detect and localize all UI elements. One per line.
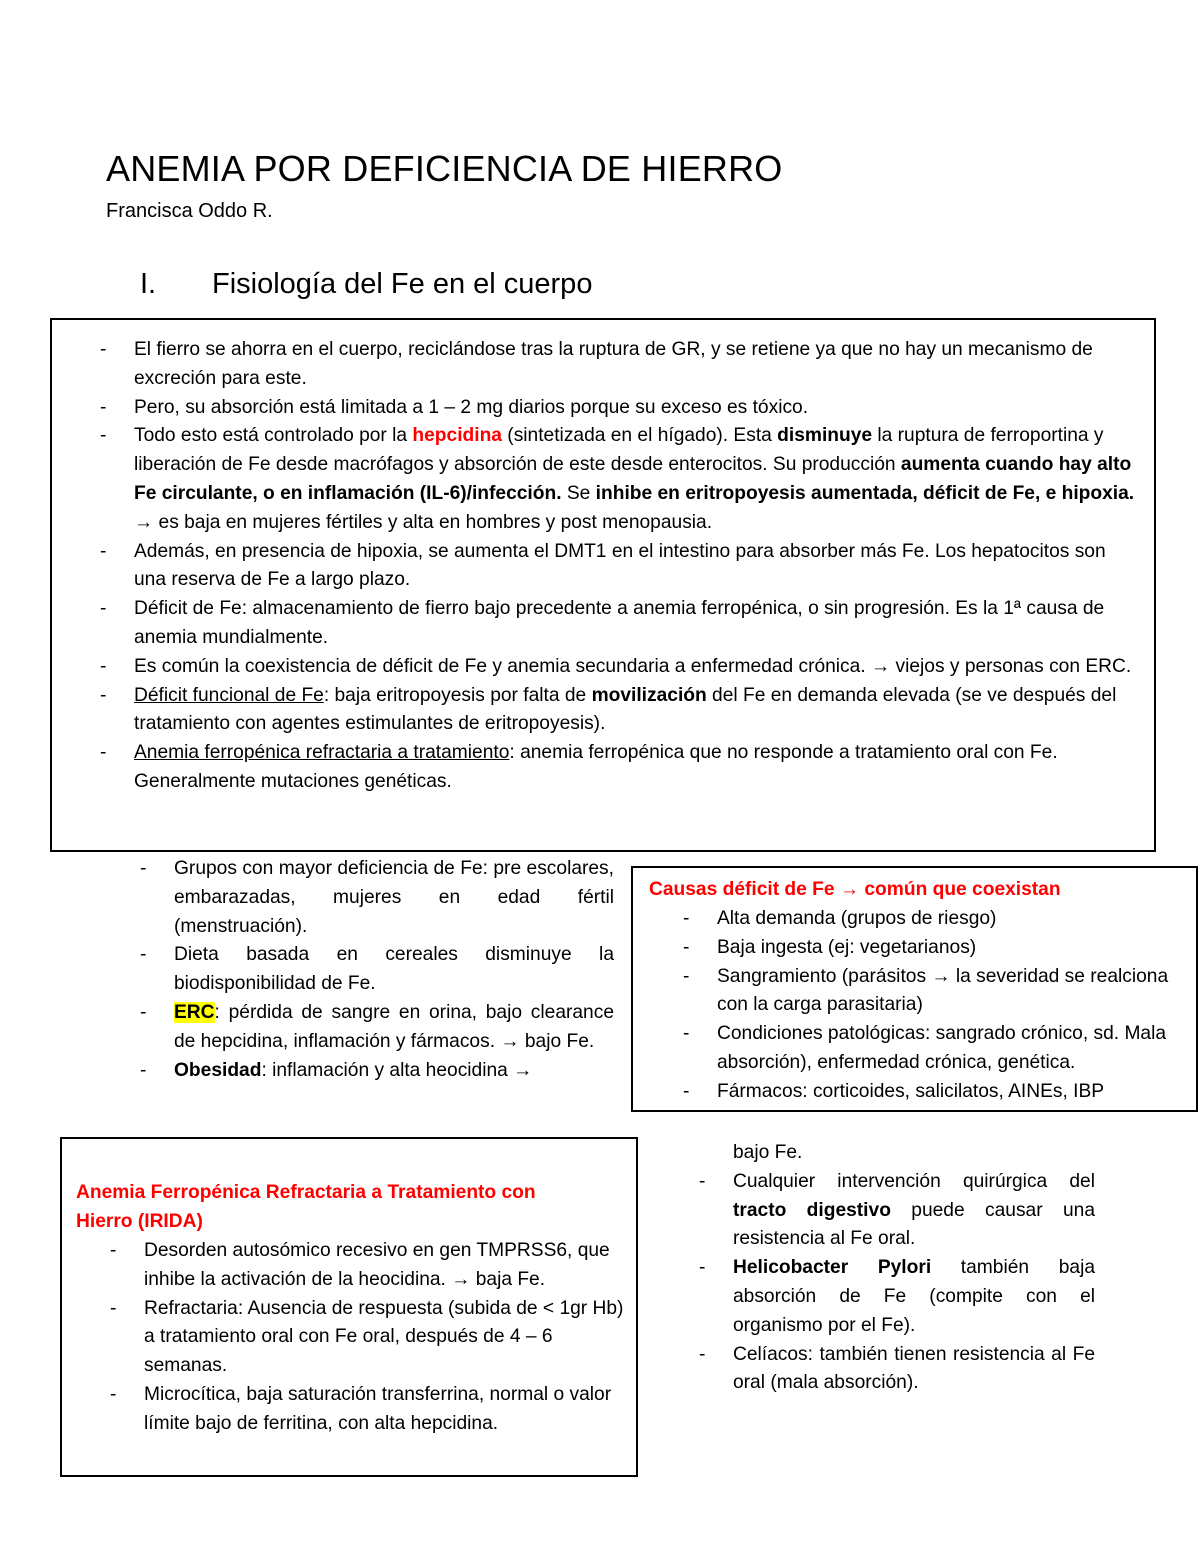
list-item: - Alta demanda (grupos de riesgo) (683, 905, 1183, 934)
list-item: - Grupos con mayor deficiencia de Fe: pre escolares, embarazadas, mujeres en edad fértil (menstruación). (140, 855, 614, 941)
irida-heading: Anemia Ferropénica Refractaria a Tratamiento con Hierro (IRIDA) (76, 1182, 536, 1232)
list-item: - Cualquier intervención quirúrgica del tracto digestivo puede causar una resistencia al Fe oral. (699, 1168, 1095, 1254)
author-name: Francisca Oddo R. (106, 200, 273, 222)
risk-groups-list (140, 855, 614, 1085)
list-item: - Refractaria: Ausencia de respuesta (subida de < 1gr Hb) a tratamiento oral con Fe oral, después de 4 – 6 semanas. (110, 1295, 630, 1381)
list-item: - Obesidad: inflamación y alta heocidina → (140, 1057, 614, 1086)
causes-heading: Causas déficit de Fe → común que coexistan (649, 879, 1061, 900)
list-item: - Desorden autosómico recesivo en gen TMPRSS6, que inhibe la activación de la heocidina. → baja Fe. (110, 1237, 630, 1295)
list-item: - Baja ingesta (ej: vegetarianos) (683, 934, 1183, 963)
list-item: - Déficit de Fe: almacenamiento de fierro bajo precedente a anemia ferropénica, o sin progresión. Es la 1ª causa de anemia mundialmente. (100, 595, 1140, 653)
section-number: I. (140, 268, 157, 300)
causes-box (631, 866, 1198, 1112)
list-item: - Dieta basada en cereales disminuye la biodisponibilidad de Fe. (140, 941, 614, 999)
continued-text: bajo Fe. (733, 1142, 803, 1163)
list-item: - Todo esto está controlado por la hepcidina (sintetizada en el hígado). Esta disminuye la ruptura de ferroportina y liberación de Fe desde macrófagos y absorción de este desde enterocitos. Su producción aumenta cuando hay alto Fe circulante, o en inflamación (IL-6)/infección. Se inhibe en eritropoyesis aumentada, déficit de Fe, e hipoxia. → es baja en mujeres fértiles y alta en hombres y post menopausia. (100, 422, 1140, 537)
list-item: - Celíacos: también tienen resistencia al Fe oral (mala absorción). (699, 1341, 1095, 1399)
list-item: - Helicobacter Pylori también baja absorción de Fe (compite con el organismo por el Fe). (699, 1254, 1095, 1340)
list-item: - ERC: pérdida de sangre en orina, bajo clearance de hepcidina, inflamación y fármacos. → bajo Fe. (140, 999, 614, 1057)
document-title: ANEMIA POR DEFICIENCIA DE HIERRO (106, 148, 783, 189)
physiology-box (50, 318, 1156, 852)
list-item: - Es común la coexistencia de déficit de Fe y anemia secundaria a enfermedad crónica. → viejos y personas con ERC. (100, 653, 1140, 682)
list-item: - Pero, su absorción está limitada a 1 – 2 mg diarios porque su exceso es tóxico. (100, 394, 1140, 423)
list-item: - Déficit funcional de Fe: baja eritropoyesis por falta de movilización del Fe en demanda elevada (se ve después del tratamiento con agentes estimulantes de eritropoyesis). (100, 682, 1140, 740)
section-title: Fisiología del Fe en el cuerpo (212, 268, 593, 300)
list-item: - Además, en presencia de hipoxia, se aumenta el DMT1 en el intestino para absorber más Fe. Los hepatocitos son una reserva de Fe a largo plazo. (100, 538, 1140, 596)
list-item: - Anemia ferropénica refractaria a tratamiento: anemia ferropénica que no responde a tratamiento oral con Fe. Generalmente mutaciones genéticas. (100, 739, 1140, 797)
irida-box (60, 1137, 638, 1477)
causes-list (683, 905, 1183, 1107)
list-item: - Condiciones patológicas: sangrado crónico, sd. Mala absorción), enfermedad crónica, genética. (683, 1020, 1183, 1078)
list-item: - El fierro se ahorra en el cuerpo, reciclándose tras la ruptura de GR, y se retiene ya que no hay un mecanismo de excreción para este. (100, 336, 1140, 394)
physiology-list (100, 336, 1140, 797)
list-item: - Sangramiento (parásitos → la severidad se realciona con la carga parasitaria) (683, 963, 1183, 1021)
surgery-list (699, 1168, 1095, 1398)
hepcidina-term: hepcidina (412, 425, 502, 447)
list-item: - Fármacos: corticoides, salicilatos, AINEs, IBP (683, 1078, 1183, 1107)
irida-list (110, 1237, 630, 1439)
surgery-column (699, 1139, 1095, 1398)
erc-highlight: ERC (174, 1001, 215, 1023)
list-item: - Microcítica, baja saturación transferrina, normal o valor límite bajo de ferritina, con alta hepcidina. (110, 1381, 630, 1439)
